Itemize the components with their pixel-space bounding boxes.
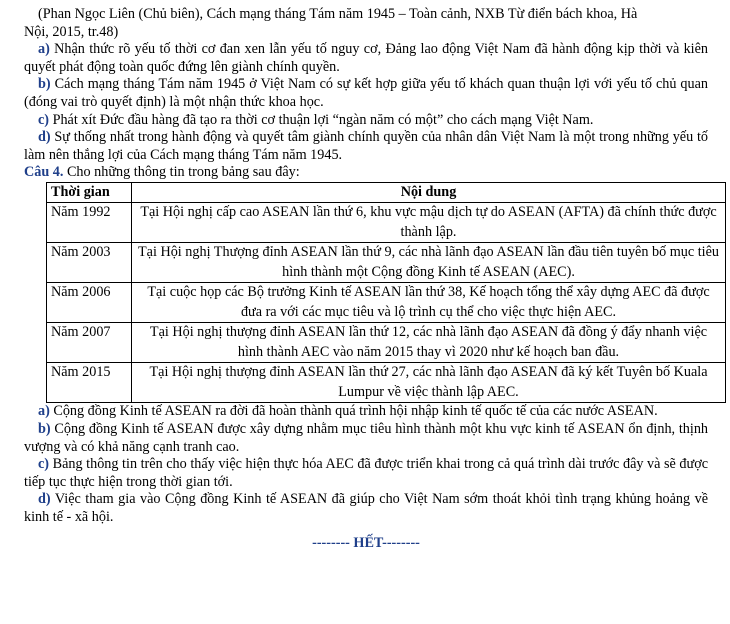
- end-marker: -------- HẾT--------: [312, 534, 420, 551]
- document-page: [24, 6, 719, 552]
- option-label: b): [38, 421, 51, 438]
- q3-option-a: a) Nhận thức rõ yếu tố thời cơ đan xen lẫn yếu tố nguy cơ, Đảng lao động Việt Nam đã hành động kịp thời và kiên quyết phát động toàn quốc đứng lên giành chính quyền.: [24, 41, 709, 75]
- option-label: d): [38, 129, 51, 146]
- row-year: Năm 2007: [47, 323, 132, 363]
- row-content: Tại Hội nghị cấp cao ASEAN lần thứ 6, khu vực mậu dịch tự do ASEAN (AFTA) đã chính thức được thành lập.: [132, 203, 726, 243]
- q4-heading: Câu 4. Cho những thông tin trong bảng sau đây:: [24, 164, 300, 181]
- row-content: Tại Hội nghị thượng đỉnh ASEAN lần thứ 27, các nhà lãnh đạo ASEAN đã ký kết Tuyên bố Kuala Lumpur về việc thành lập AEC.: [132, 363, 726, 403]
- header-time: Thời gian: [47, 182, 132, 203]
- q3-option-d: d) Sự thống nhất trong hành động và quyết tâm giành chính quyền của nhân dân Việt Nam là một trong những yếu tố làm nên thắng lợi của Cách mạng tháng Tám năm 1945.: [24, 129, 708, 163]
- row-year: Năm 2015: [47, 363, 132, 403]
- q4-option-d: d) Việc tham gia vào Cộng đồng Kinh tế ASEAN đã giúp cho Việt Nam sớm thoát khỏi tình trạng khủng hoảng về kinh tế - xã hội.: [24, 491, 708, 525]
- row-year: Năm 2003: [47, 243, 132, 283]
- option-label: d): [38, 491, 51, 508]
- question-number: Câu 4.: [24, 164, 64, 181]
- table-row: [47, 283, 726, 323]
- q4-option-b: b) Cộng đồng Kinh tế ASEAN được xây dựng nhằm mục tiêu hình thành một khu vực kinh tế ASEAN ổn định, thịnh vượng và có khả năng cạnh tranh cao.: [24, 421, 709, 455]
- row-content: Tại Hội nghị thượng đỉnh ASEAN lần thứ 12, các nhà lãnh đạo ASEAN đã đồng ý đẩy nhanh việc hình thành AEC vào năm 2015 thay vì 2020 như kế hoạch ban đầu.: [132, 323, 726, 363]
- table-row: [47, 243, 726, 283]
- option-label: a): [38, 41, 50, 58]
- table-row: [47, 203, 726, 243]
- table-row: [47, 363, 726, 403]
- header-content: Nội dung: [132, 182, 726, 203]
- row-content: Tại cuộc họp các Bộ trưởng Kinh tế ASEAN lần thứ 38, Kế hoạch tổng thể xây dựng AEC đã được đưa ra với các mục tiêu và lộ trình cụ thể cho việc thực hiện AEC.: [132, 283, 726, 323]
- source-citation: (Phan Ngọc Liên (Chủ biên), Cách mạng tháng Tám năm 1945 – Toàn cảnh, NXB Từ điển bách khoa, Hà Nội, 2015, tr.48): [24, 6, 638, 40]
- row-year: Năm 1992: [47, 203, 132, 243]
- option-label: b): [38, 76, 51, 93]
- q4-option-a: a) Cộng đồng Kinh tế ASEAN ra đời đã hoàn thành quá trình hội nhập kinh tế quốc tế của các nước ASEAN.: [38, 403, 658, 420]
- q3-option-b: b) Cách mạng tháng Tám năm 1945 ở Việt Nam có sự kết hợp giữa yếu tố khách quan thuận lợi với yếu tố chủ quan (đóng vai trò quyết định) là một nhận thức khoa học.: [24, 76, 708, 110]
- q4-option-c: c) Bảng thông tin trên cho thấy việc hiện thực hóa AEC đã được triển khai trong cả quá trình dài trước đây và sẽ được tiếp tục thực hiện trong thời gian tới.: [24, 456, 708, 490]
- table-row: [47, 323, 726, 363]
- option-label: a): [38, 403, 50, 420]
- asean-timeline-table: [46, 182, 726, 404]
- row-content: Tại Hội nghị Thượng đỉnh ASEAN lần thứ 9, các nhà lãnh đạo ASEAN lần đầu tiên tuyên bố mục tiêu hình thành một Cộng đồng Kinh tế ASEAN (AEC).: [132, 243, 726, 283]
- table-header-row: [47, 182, 726, 203]
- row-year: Năm 2006: [47, 283, 132, 323]
- q3-option-c: c) Phát xít Đức đầu hàng đã tạo ra thời cơ thuận lợi “ngàn năm có một” cho cách mạng Việt Nam.: [38, 111, 594, 128]
- option-label: c): [38, 456, 50, 473]
- option-label: c): [38, 111, 50, 128]
